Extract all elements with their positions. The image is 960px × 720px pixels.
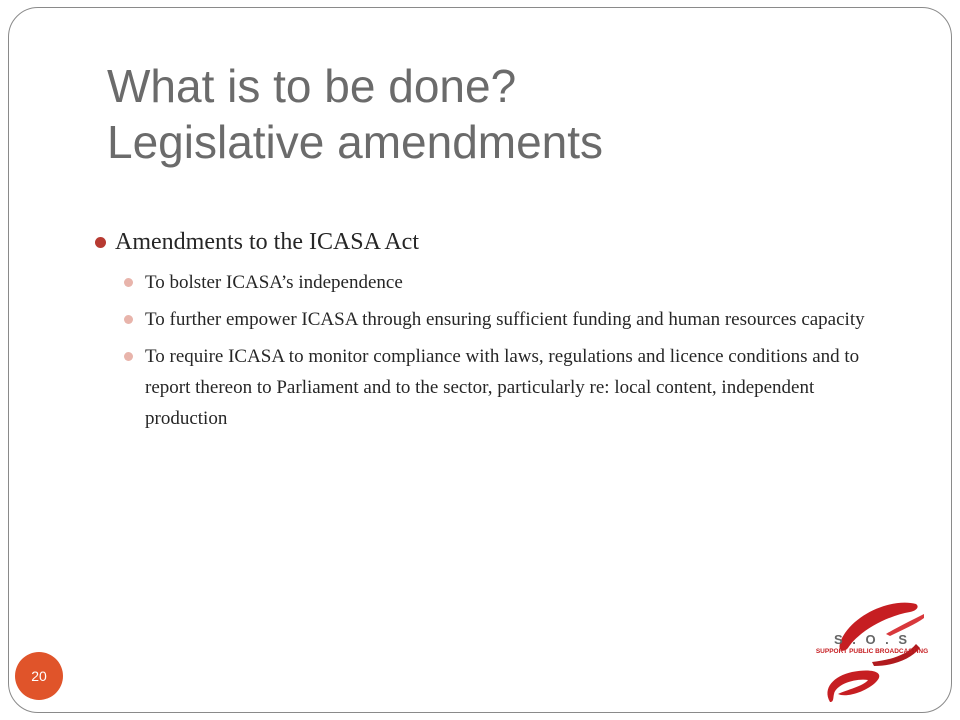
logo-letters: S . O . S: [833, 632, 911, 647]
logo-tagline: SUPPORT PUBLIC BROADCASTING: [815, 648, 929, 655]
sub-bullet-text: To bolster ICASA’s independence: [145, 272, 403, 293]
bullet-main-text: Amendments to the ICASA Act: [115, 229, 419, 255]
slide-title: [107, 58, 887, 170]
bullet-main: [95, 225, 895, 259]
sub-bullet: [95, 341, 885, 434]
bullet-dot-icon: [95, 237, 106, 248]
page-number-badge: [15, 652, 63, 700]
sub-bullet-dot-icon: [124, 352, 133, 361]
sub-bullet-dot-icon: [124, 315, 133, 324]
logo-text: [812, 632, 932, 655]
bullet-list: [95, 225, 895, 440]
sub-bullet: [95, 267, 885, 298]
sub-bullet-text: To require ICASA to monitor compliance with laws, regulations and licence conditions and to report thereon to Parliament and to the sector, particularly re: local content, independent production: [145, 346, 860, 429]
sos-logo: [812, 598, 932, 708]
page-number: 20: [31, 668, 47, 684]
title-line-1: What is to be done?: [107, 60, 517, 112]
sub-bullet: [95, 304, 885, 335]
title-line-2: Legislative amendments: [107, 116, 604, 168]
sub-bullet-text: To further empower ICASA through ensuring sufficient funding and human resources capacity: [145, 309, 865, 330]
sub-bullet-dot-icon: [124, 278, 133, 287]
